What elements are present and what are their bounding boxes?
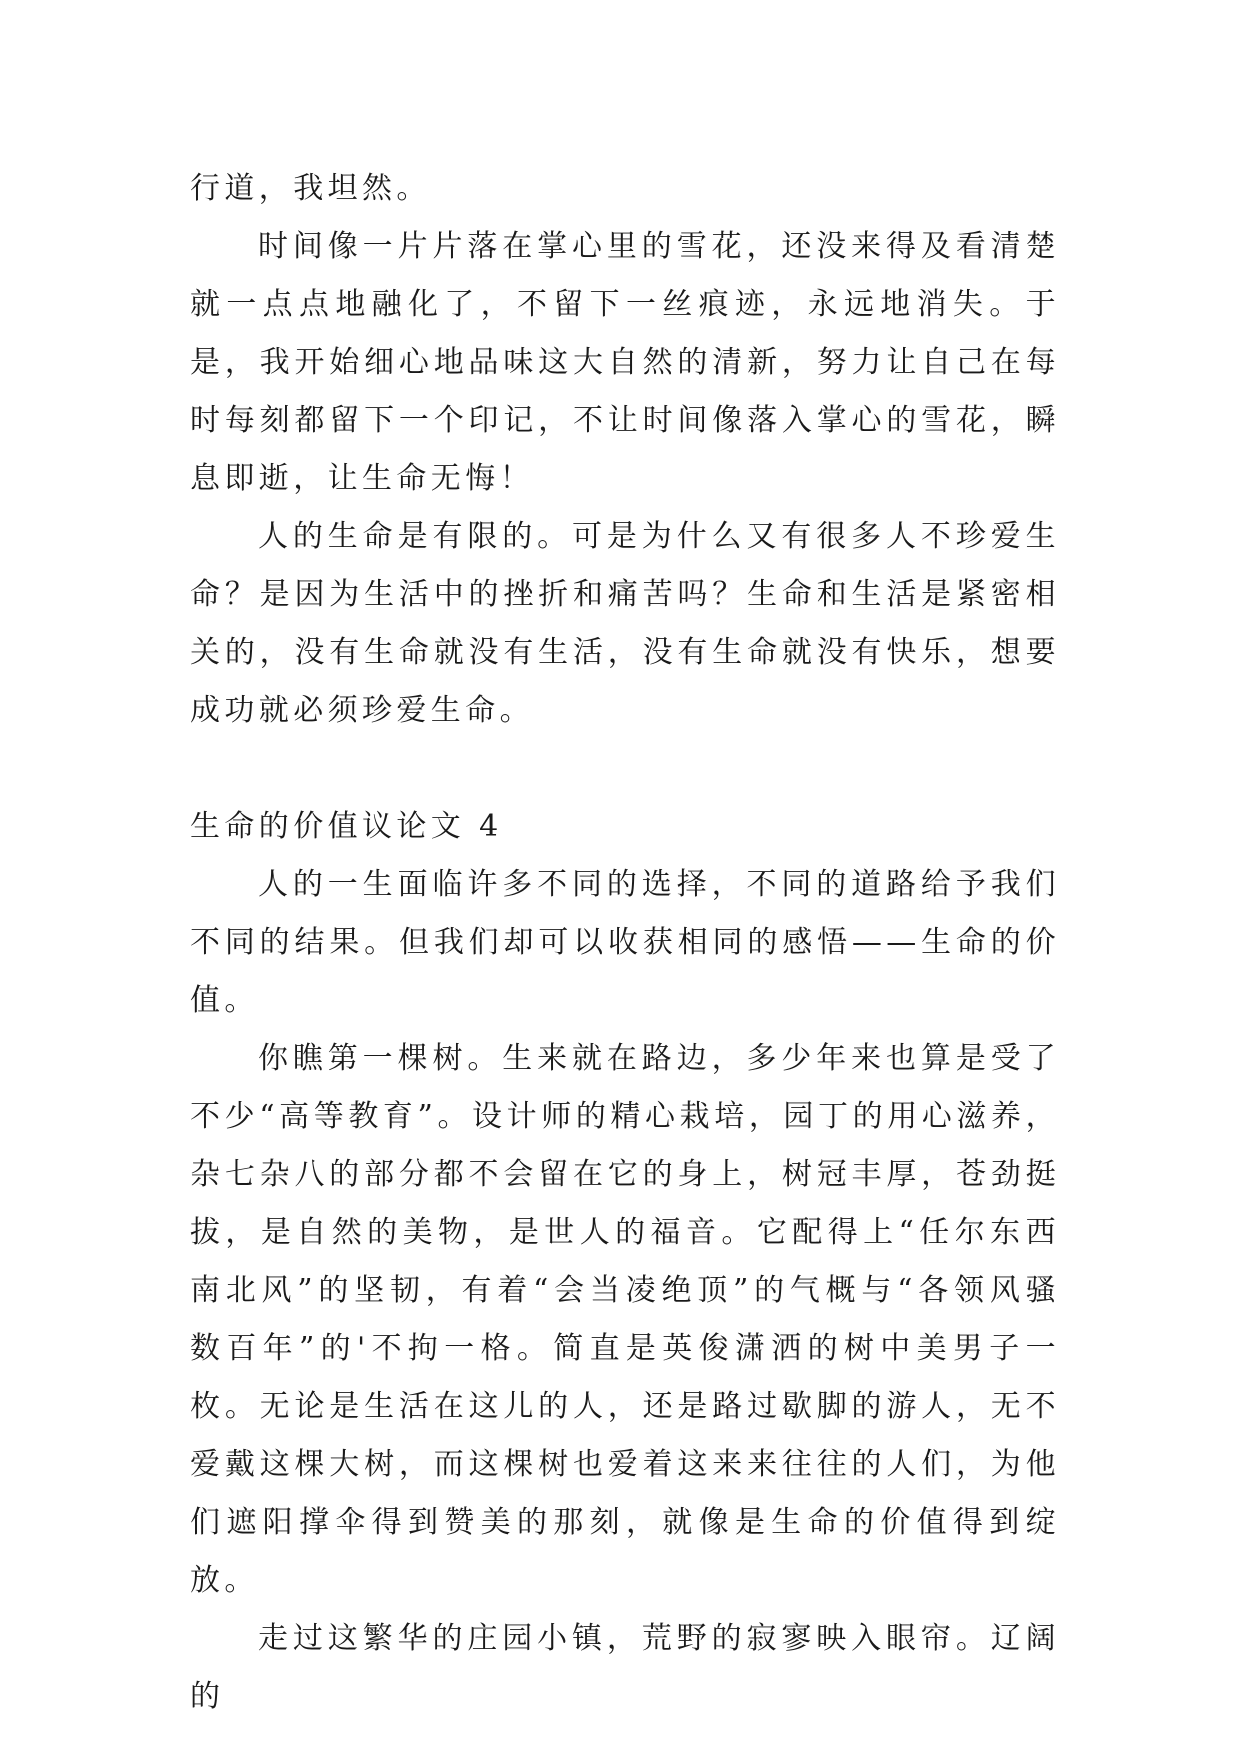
paragraph-time-snowflake: 时间像一片片落在掌心里的雪花，还没来得及看清楚就一点点地融化了，不留下一丝痕迹，永远地消失。于是，我开始细心地品味这大自然的清新，努力让自己在每时每刻都留下一个印记，不让时间像落入掌心的雪花，瞬息即逝，让生命无悔！ — [190, 229, 1060, 496]
paragraph-choices: 人的一生面临许多不同的选择，不同的道路给予我们不同的结果。但我们却可以收获相同的感悟——生命的价值。 — [190, 867, 1060, 1018]
paragraph-continuation: 行道，我坦然。 — [190, 171, 431, 206]
section-heading: 生命的价值议论文 4 — [190, 809, 503, 844]
document-page — [190, 160, 1060, 1726]
paragraph-wilderness: 走过这繁华的庄园小镇，荒野的寂寥映入眼帘。辽阔的 — [190, 1621, 1060, 1714]
paragraph-first-tree: 你瞧第一棵树。生来就在路边，多少年来也算是受了不少“高等教育”。设计师的精心栽培，园丁的用心滋养，杂七杂八的部分都不会留在它的身上，树冠丰厚，苍劲挺拔，是自然的美物，是世人的福音。它配得上“任尔东西南北风”的坚韧，有着“会当凌绝顶”的气概与“各领风骚数百年”的'不拘一格。简直是英俊潇洒的树中美男子一枚。无论是生活在这儿的人，还是路过歇脚的游人，无不爱戴这棵大树，而这棵树也爱着这来来往往的人们，为他们遮阳撑伞得到赞美的那刻，就像是生命的价值得到绽放。 — [190, 1041, 1060, 1598]
paragraph-life-limited: 人的生命是有限的。可是为什么又有很多人不珍爱生命？是因为生活中的挫折和痛苦吗？生命和生活是紧密相关的，没有生命就没有生活，没有生命就没有快乐，想要成功就必须珍爱生命。 — [190, 519, 1060, 728]
